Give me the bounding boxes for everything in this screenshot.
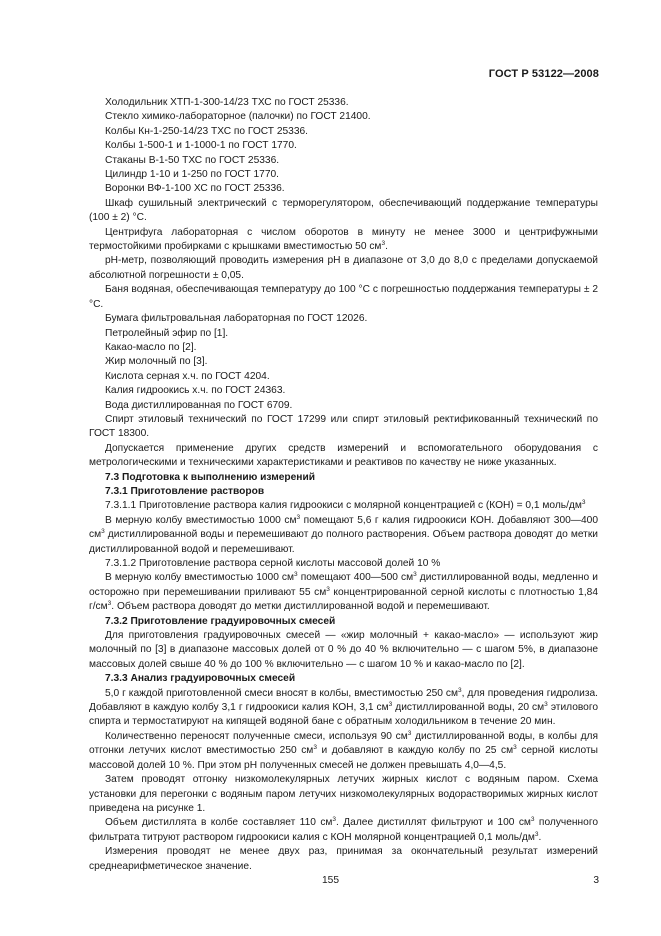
document-body <box>89 96 598 874</box>
text-run: помещают 5,6 г калия гидроокиси КОН. Добавляют 300—400 см <box>89 514 598 541</box>
paragraph <box>89 816 598 845</box>
text-line: Холодильник ХТП-1-300-14/23 ТХС по ГОСТ 25336. <box>105 97 349 108</box>
text-line: Воронки ВФ-1-100 ХС по ГОСТ 25336. <box>105 183 285 195</box>
superscript: 3 <box>107 600 112 608</box>
text-run: и добавляют в каждую колбу по 25 см <box>316 745 514 757</box>
paragraph <box>89 730 598 773</box>
text-run: дистиллированной воды и перемешивают до полного растворения. Объем раствора доводят до метки дистиллированной водой и перемешивают. <box>89 529 598 555</box>
text-run: концентрированной серной кислоты с плотностью 1,84 г/см <box>89 586 598 613</box>
superscript: 3 <box>294 571 298 579</box>
text-line: Бумага фильтровальная лабораторная по ГОСТ 12026. <box>105 313 368 325</box>
text-run: полученного фильтрата титруют раствором гидроокиси калия с КОН молярной концентрацией 0,1 моль/дм <box>89 817 598 843</box>
superscript: 3 <box>544 701 548 709</box>
paragraph <box>89 687 598 730</box>
text-run: . <box>538 831 542 843</box>
text-run: дистиллированной воды, 20 см <box>392 702 545 714</box>
text-line: Вода дистиллированная по ГОСТ 6709. <box>105 399 293 411</box>
superscript: 3 <box>332 816 337 824</box>
text-run: помещают 400—500 см <box>297 572 414 584</box>
subsection-heading: 7.3.1 Приготовление растворов <box>105 485 265 497</box>
subsection-heading: 7.3.2 Приготовление градуировочных смесей <box>105 615 336 627</box>
text-run: этилового спирта и термостатируют на кипящей водяной бане с обратным холодильником в течение 20 мин. <box>89 702 598 728</box>
text-run: Центрифуга лабораторная с числом оборотов в минуту не менее 3000 и центрифужными термостойкими пробирками с крышками вместимостью 50 см <box>89 226 598 253</box>
superscript: 3 <box>581 499 586 507</box>
superscript: 3 <box>313 744 317 752</box>
text-line: Кислота серная х.ч. по ГОСТ 4204. <box>105 370 270 382</box>
superscript: 3 <box>413 571 417 579</box>
text-run: дистиллированной воды, в колбы для отгонки летучих кислот вместимостью 250 см <box>89 730 598 757</box>
text-line: Колбы Кн-1-250-14/23 ТХС по ГОСТ 25336. <box>105 125 309 137</box>
text-run: . Объем раствора доводят до метки дистиллированной водой и перемешивают. <box>111 601 490 613</box>
text-line: Какао-масло по [2]. <box>105 341 197 353</box>
superscript: 3 <box>388 701 393 709</box>
superscript: 3 <box>381 240 386 248</box>
superscript: 3 <box>101 528 105 536</box>
paragraph: Баня водяная, обеспечивающая температуру до 100 °С с погрешностью поддержания температуры ± 2 °С. <box>89 284 598 310</box>
text-run: дистиллированной воды, медленно и осторожно при перемешивании приливают 55 см <box>89 572 598 598</box>
superscript: 3 <box>530 816 535 824</box>
paragraph: Для приготовления градуировочных смесей — «жир молочный + какао-масло» — используют жир молочный по [3] в диапазоне массовых долей от 0 % до 40 % включительно — с шагом 5%, в диапазоне массовых долей свыше 40 % до 100 % включительно — с шагом 10 % и какао-масло по [2]. <box>89 630 598 670</box>
paragraph <box>89 226 598 255</box>
text-run: . Далее дистиллят фильтруют и 100 см <box>336 817 531 829</box>
paragraph: Затем проводят отгонку низкомолекулярных летучих жирных кислот с водяным паром. Схема установки для перегонки с водяным паром летучих низкомолекулярных водорастворимых жирных кислот приведена на рисунке 1. <box>89 774 598 814</box>
paragraph <box>89 514 598 557</box>
paragraph <box>89 499 598 513</box>
paragraph: Допускается применение других средств измерений и вспомогательного оборудования с метрологическими и техническими характеристиками и реактивов по качеству не ниже указанных. <box>89 442 598 469</box>
text-run: , для проведения гидролиза. Добавляют в каждую колбу 3,1 г гидроокиси калия КОН, 3,1 см <box>89 687 598 714</box>
paragraph: Спирт этиловый технический по ГОСТ 17299 или спирт этиловый ректификованный технический по ГОСТ 18300. <box>89 413 598 440</box>
text-run: 7.3.1.1 Приготовление раствора калия гидроокиси с молярной концентрацией с (КОН) = 0,1 моль/дм <box>105 500 582 512</box>
page-number: 155 <box>322 875 339 886</box>
superscript: 3 <box>296 513 301 521</box>
text-line: Стекло химико-лабораторное (палочки) по ГОСТ 21400. <box>105 111 371 123</box>
subsection-heading: 7.3.3 Анализ градуировочных смесей <box>105 673 296 685</box>
superscript: 3 <box>534 830 539 838</box>
text-run: В мерную колбу вместимостью 1000 см <box>105 514 297 526</box>
document-code: ГОСТ Р 53122—2008 <box>488 68 599 80</box>
section-heading: 7.3 Подготовка к выполнению измерений <box>105 471 315 483</box>
paragraph: Измерения проводят не менее двух раз, принимая за окончательный результат измерений среднеарифметическое значение. <box>89 846 598 872</box>
text-run: Объем дистиллята в колбе составляет 110 см <box>105 817 333 829</box>
superscript: 3 <box>407 729 412 737</box>
text-line: 7.3.1.2 Приготовление раствора серной кислоты массовой долей 10 % <box>105 558 441 569</box>
text-line: Цилиндр 1-10 и 1-250 по ГОСТ 1770. <box>105 169 280 181</box>
text-line: Жир молочный по [3]. <box>105 356 208 368</box>
text-line: Петролейный эфир по [1]. <box>105 327 229 339</box>
text-run: . <box>385 241 388 253</box>
paragraph <box>89 571 598 614</box>
sheet-number: 3 <box>593 875 599 886</box>
text-run: Количественно переносят полученные смеси, используя 90 см <box>105 730 408 742</box>
text-line: Стаканы В-1-50 ТХС по ГОСТ 25336. <box>105 154 280 166</box>
superscript: 3 <box>513 744 517 752</box>
text-line: Калия гидроокись х.ч. по ГОСТ 24363. <box>105 385 286 397</box>
text-line: Колбы 1-500-1 и 1-1000-1 по ГОСТ 1770. <box>105 140 297 152</box>
superscript: 3 <box>326 585 330 593</box>
paragraph: рН-метр, позволяющий проводить измерения рН в диапазоне от 3,0 до 8,0 с пределами допускаемой абсолютной погрешности ± 0,05. <box>89 255 598 281</box>
text-run: 5,0 г каждой приготовленной смеси вносят в колбы, вместимостью 250 см <box>105 687 458 699</box>
paragraph: Шкаф сушильный электрический с терморегулятором, обеспечивающий поддержание температуры (100 ± 2) °С. <box>89 197 598 224</box>
text-run: В мерную колбу вместимостью 1000 см <box>105 572 295 584</box>
superscript: 3 <box>458 686 462 694</box>
text-run: серной кислоты массовой долей 10 %. При этом рН полученных смесей не должен превышать 4,0—4,5. <box>89 745 598 771</box>
